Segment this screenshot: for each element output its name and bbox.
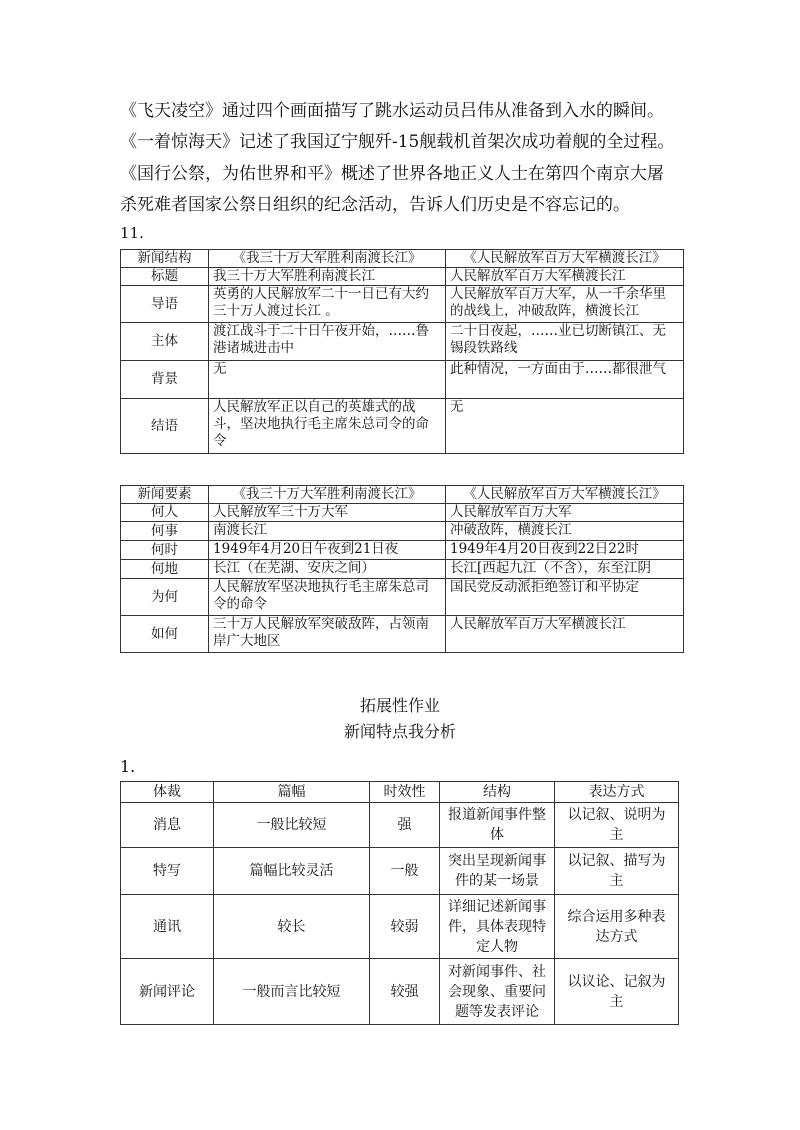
table-header-cell: 时效性 <box>370 782 440 803</box>
table-cell: 人民解放军百万大军横渡长江 <box>446 616 684 653</box>
table-cell: 长江[西起九江（不含），东至江阴 <box>446 560 684 579</box>
table-cell: 综合运用多种表达方式 <box>555 895 679 959</box>
table-cell: 1949年4月20日午夜到21日夜 <box>209 541 446 560</box>
table-row <box>121 399 684 454</box>
table-row <box>121 579 684 616</box>
table-header-cell: 《人民解放军百万大军横渡长江》 <box>446 486 684 504</box>
table-header-row <box>121 782 679 803</box>
table-header-cell: 新闻结构 <box>121 250 209 268</box>
table-cell: 无 <box>446 399 684 454</box>
table-cell: 人民解放军百万大军，从一千余华里的战线上，冲破敌阵，横渡长江 <box>446 286 684 323</box>
intro-line-1: 《飞天凌空》通过四个画面描写了跳水运动员吕伟从准备到入水的瞬间。 <box>120 101 664 121</box>
table-row <box>121 848 679 895</box>
table-header-cell: 体裁 <box>121 782 214 803</box>
table-cell: 较弱 <box>370 895 440 959</box>
section-subtitle: 新闻特点我分析 <box>343 722 456 741</box>
section-title: 拓展性作业 <box>359 696 440 715</box>
table-row <box>121 803 679 848</box>
table-cell: 此种情况，一方面由于……都很泄气 <box>446 361 684 399</box>
table-cell: 冲破敌阵，横渡长江 <box>446 522 684 541</box>
row-label: 何地 <box>121 560 209 579</box>
table-cell: 通讯 <box>121 895 214 959</box>
row-label: 背景 <box>121 361 209 399</box>
table-row <box>121 959 679 1025</box>
table-cell: 一般比较短 <box>214 803 370 848</box>
table-row <box>121 895 679 959</box>
table-cell: 长江（在芜湖、安庆之间） <box>209 560 446 579</box>
news-genre-table <box>120 781 679 1025</box>
table-cell: 以记叙、描写为主 <box>555 848 679 895</box>
table-cell: 渡江战斗于二十日午夜开始，……鲁港诸城进击中 <box>209 323 446 361</box>
table-cell: 人民解放军三十万大军 <box>209 504 446 522</box>
table-cell: 人民解放军百万大军横渡长江 <box>446 268 684 286</box>
table-cell: 报道新闻事件整体 <box>440 803 555 848</box>
table-header-cell: 表达方式 <box>555 782 679 803</box>
news-structure-table <box>120 249 684 454</box>
table-header-cell: 《我三十万大军胜利南渡长江》 <box>209 250 446 268</box>
table-cell: 人民解放军百万大军 <box>446 504 684 522</box>
table-header-cell: 结构 <box>440 782 555 803</box>
row-label: 为何 <box>121 579 209 616</box>
table-cell: 详细记述新闻事件，具体表现特定人物 <box>440 895 555 959</box>
table-cell: 较强 <box>370 959 440 1025</box>
table-cell: 一般而言比较短 <box>214 959 370 1025</box>
row-label: 何人 <box>121 504 209 522</box>
row-label: 结语 <box>121 399 209 454</box>
table-cell: 国民党反动派拒绝签订和平协定 <box>446 579 684 616</box>
table-cell: 以记叙、说明为主 <box>555 803 679 848</box>
table-cell: 人民解放军坚决地执行毛主席朱总司令的命令 <box>209 579 446 616</box>
table-cell: 1949年4月20日夜到22日22时 <box>446 541 684 560</box>
table-header-cell: 篇幅 <box>214 782 370 803</box>
table-cell: 篇幅比较灵活 <box>214 848 370 895</box>
question-1-label: 1. <box>120 757 136 776</box>
table-cell: 一般 <box>370 848 440 895</box>
table-row <box>121 323 684 361</box>
row-label: 何事 <box>121 522 209 541</box>
table-cell: 特写 <box>121 848 214 895</box>
table-header-row <box>121 486 684 504</box>
table-row <box>121 541 684 560</box>
table-row <box>121 268 684 286</box>
table-row <box>121 504 684 522</box>
table-row <box>121 286 684 323</box>
intro-line-2: 《一着惊海天》记述了我国辽宁舰歼-15舰载机首架次成功着舰的全过程。 <box>120 132 675 152</box>
news-elements-table <box>120 485 684 653</box>
table-cell: 二十日夜起，……业已切断镇江、无锡段铁路线 <box>446 323 684 361</box>
table-cell: 我三十万大军胜利南渡长江 <box>209 268 446 286</box>
row-label: 何时 <box>121 541 209 560</box>
row-label: 如何 <box>121 616 209 653</box>
table-row <box>121 522 684 541</box>
table-header-cell: 新闻要素 <box>121 486 209 504</box>
table-header-cell: 《我三十万大军胜利南渡长江》 <box>209 486 446 504</box>
table-cell: 消息 <box>121 803 214 848</box>
table-header-cell: 《人民解放军百万大军横渡长江》 <box>446 250 684 268</box>
intro-line-4: 杀死难者国家公祭日组织的纪念活动，告诉人们历史是不容忘记的。 <box>120 195 630 215</box>
table-cell: 突出呈现新闻事件的某一场景 <box>440 848 555 895</box>
table-cell: 强 <box>370 803 440 848</box>
row-label: 导语 <box>121 286 209 323</box>
table-row <box>121 560 684 579</box>
table-cell: 无 <box>209 361 446 399</box>
intro-line-3: 《国行公祭，为佑世界和平》概述了世界各地正义人士在第四个南京大屠 <box>120 164 664 184</box>
table-row <box>121 616 684 653</box>
row-label: 主体 <box>121 323 209 361</box>
table-cell: 三十万人民解放军突破敌阵，占领南岸广大地区 <box>209 616 446 653</box>
table-cell: 对新闻事件、社会现象、重要问题等发表评论 <box>440 959 555 1025</box>
table-cell: 以议论、记叙为主 <box>555 959 679 1025</box>
table-row <box>121 361 684 399</box>
table-header-row <box>121 250 684 268</box>
question-11-label: 11. <box>120 224 144 242</box>
row-label: 标题 <box>121 268 209 286</box>
table-cell: 较长 <box>214 895 370 959</box>
table-cell: 人民解放军正以自己的英雄式的战斗，坚决地执行毛主席朱总司令的命令 <box>209 399 446 454</box>
table-cell: 新闻评论 <box>121 959 214 1025</box>
table-cell: 南渡长江 <box>209 522 446 541</box>
table-cell: 英勇的人民解放军二十一日已有大约三十万人渡过长江 。 <box>209 286 446 323</box>
